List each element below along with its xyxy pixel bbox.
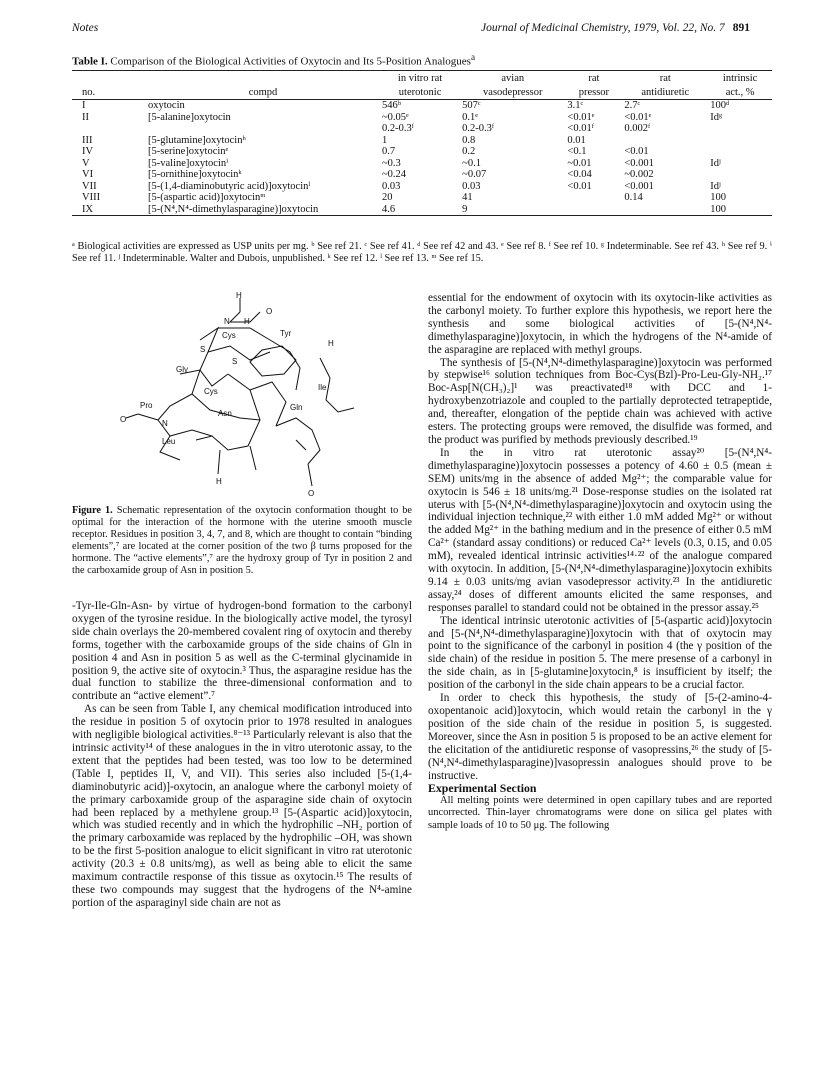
table-cell: <0.01ᵉ <box>624 111 652 123</box>
table-cell: [5-valine]oxytocinⁱ <box>148 157 229 169</box>
table-row <box>72 100 772 112</box>
right-column <box>428 292 772 832</box>
table-cell: 0.2 <box>462 146 476 157</box>
figure-label: H <box>216 477 222 486</box>
table-cell: 41 <box>462 192 473 203</box>
table-cell: 0.8 <box>462 134 476 146</box>
figure-label: N <box>224 317 230 326</box>
table-cell: II <box>82 111 89 123</box>
table-cell <box>622 135 708 147</box>
table-header-cell: avian <box>501 73 525 84</box>
table-header-cell <box>146 71 380 86</box>
table-cell: <0.01ᶠ <box>567 123 594 134</box>
figure-label: Gly <box>176 365 188 374</box>
table-cell <box>708 146 772 158</box>
paragraph: All melting points were determined in open capillary tubes and are reported uncorrected. Thin-layer chromatograms were done on silica gel plates with sample loads of 10 to 50 μg. The following <box>428 795 772 831</box>
table-cell: <0.01 <box>567 180 592 192</box>
figure-label: N <box>162 419 168 428</box>
table-cell: 0.14 <box>624 192 643 203</box>
paragraph: The identical intrinsic uterotonic activities of [5-(aspartic acid)]oxytocin and [5-(N⁴,N⁴-dimethylasparagine)]oxytocin with that of oxytocin may point to the significance of the carbonyl in position 4 (the γ position of the side chain) of the residue in position 5. The mere presense of a carbonyl in the side chain, as in [5-glutamine]oxytocin,⁸ is insufficient by itself; the position of the carbonyl in the side chain appears to be a crucial factor. <box>428 614 772 692</box>
table-cell: <0.1 <box>567 146 587 157</box>
figure-label: H <box>244 317 250 326</box>
table-header-row-2 <box>72 86 772 100</box>
table-cell: ~0.3 <box>382 157 401 169</box>
table-cell: [5-(aspartic acid)]oxytocinᵐ <box>148 192 266 203</box>
table-cell: [5-(1,4-diaminobutyric acid)]oxytocinˡ <box>148 180 311 192</box>
figure-label: Leu <box>162 437 176 446</box>
table-cell: [5-glutamine]oxytocinʰ <box>148 134 246 146</box>
running-header-right <box>450 22 750 34</box>
paragraph: -Tyr-Ile-Gln-Asn- by virtue of hydrogen-bond formation to the carbonyl oxygen of the tyrosine residue. In the biologically active model, the tyrosyl side chain overlays the 20-membered covalent ring of oxytocin and thereby forms, together with the carboxamide groups of the side chains of Gln in position 4 and Asn in position 5 as well as the C-terminal glycinamide in position 9, the active site of oxytocin.³ Thus, the asparagine residue has the dual function to stabilize the three-dimensional conformation and to contribute an “active element”.⁷ <box>72 600 412 703</box>
figure-label: H <box>328 339 334 348</box>
table-cell: ~0.05ᵉ <box>382 111 409 123</box>
table-row <box>72 181 772 193</box>
table-row <box>72 204 772 216</box>
table-cell <box>565 192 622 204</box>
table-cell: 20 <box>382 192 393 203</box>
table-cell: oxytocin <box>148 100 185 111</box>
table-body <box>72 100 772 216</box>
table-cell: 1 <box>382 134 388 146</box>
table-row <box>72 135 772 147</box>
table-header-cell: rat <box>659 73 671 84</box>
figure-label: Asn <box>218 409 232 418</box>
figure-label: S <box>232 357 238 366</box>
running-header-left: Notes <box>72 22 99 34</box>
table-header-cell: no. <box>72 86 146 100</box>
table-cell: <0.01ᵉ <box>567 111 595 123</box>
table-cell: ~0.07 <box>462 169 487 180</box>
figure-label: H <box>236 291 242 300</box>
table-cell: Idʲ <box>710 180 721 192</box>
table-cell: VII <box>82 180 97 192</box>
table-cell <box>565 204 622 216</box>
table-cell: 0.002ᶠ <box>624 123 651 134</box>
table-cell <box>708 123 772 135</box>
table-header-cell: pressor <box>565 86 622 100</box>
table-cell: <0.001 <box>624 180 654 192</box>
table-cell: ~0.002 <box>624 169 654 180</box>
table-cell <box>72 123 146 135</box>
figure-label: O <box>308 489 315 498</box>
table-cell: 0.01 <box>567 134 586 146</box>
table-cell: 0.1ᵉ <box>462 111 478 123</box>
table-header-cell: in vitro rat <box>397 73 443 84</box>
table-cell: 0.03 <box>382 180 401 192</box>
figure-label: O <box>266 307 273 316</box>
table-header-cell: intrinsic <box>722 73 758 84</box>
table-cell: III <box>82 134 93 146</box>
table-header-cell: antidiuretic <box>622 86 708 100</box>
table-header-cell: compd <box>146 86 380 100</box>
table-cell: [5-ornithine]oxytocinᵏ <box>148 169 242 180</box>
table-cell: I <box>82 100 86 111</box>
activity-table <box>72 70 772 216</box>
figure-label: O <box>120 415 127 424</box>
paragraph: essential for the endowment of oxytocin with its oxytocin-like activities as the carbonyl moiety. To further explore this hypothesis, we report here the synthesis and some biological activities of [5-(N⁴,N⁴-dimethylasparagine)]oxytocin, in which the hydrogens of the N⁴-amide of the asparagine are replaced with methyl groups. <box>428 292 772 356</box>
table-cell: 100 <box>710 203 727 215</box>
table-header-cell: vasodepressor <box>460 86 565 100</box>
table-cell: ~0.01 <box>567 157 592 169</box>
section-heading: Experimental Section <box>428 781 537 796</box>
table-cell: <0.001 <box>624 157 654 169</box>
table-cell: <0.04 <box>567 169 592 180</box>
table-cell: 4.6 <box>382 203 396 215</box>
table-header-row-1 <box>72 71 772 86</box>
table-cell: 0.03 <box>462 180 481 192</box>
table-row <box>72 169 772 181</box>
table-cell: 0.7 <box>382 146 396 157</box>
table-caption-note: a <box>470 52 476 62</box>
table-cell: 0.2-0.3ᶠ <box>462 123 495 134</box>
figure-label: Ile <box>318 383 327 392</box>
table-cell: 100 <box>710 192 727 203</box>
paragraph: As can be seen from Table I, any chemical modification introduced into the residue in position 5 of oxytocin prior to 1978 resulted in analogues with negligible biological activities.⁸⁻¹³ Particularly relevant is also that the intrinsic activity¹⁴ of these analogues in the in vitro uterotonic assay, to the extent that the peptides had been tested, was too low to be determined (Table I, peptides II, V, and VII). This series also included [5-(1,4-diaminobutyric acid)]-oxytocin, an analogue where the carbonyl moiety of the primary carboxamide group of the asparagine side chain of oxytocin had been replaced by a methylene group.¹³ [5-(Aspartic acid)]oxytocin, which was studied recently and in which the hydrophilic –NH₂ portion of the primary carboxamide was replaced by the hydrophilic –OH, was shown to be the first 5-position analogue to elicit significant in vitro rat uterotonic activity (20.3 ± 0.8 units/mg), as well as being able to elicit the same maximum contractile response of this tissue as oxytocin.¹⁵ The results of these two compounds may suggest that the hydrogens of the N⁴-amine portion of the asparaginyl side chain are not as <box>72 703 412 909</box>
table-cell: 3.1ᶜ <box>567 100 584 111</box>
figure-label: Cys <box>204 387 218 396</box>
table-cell: 507ᶜ <box>462 100 481 111</box>
table-cell: 9 <box>462 203 468 215</box>
figure-label: Tyr <box>280 329 292 338</box>
figure-caption-text: Schematic representation of the oxytocin conformation thought to be optimal for the interaction of the hormone with the uterine smooth muscle receptor. Residues in position 3, 4, 7, and 8, which are thought to contain “binding elements”,⁷ are located at the corner position of the two β turns proposed for the hormone. The “active elements”,⁷ are the hydroxy group of Tyr in position 2 and the carboxamide group of Asn in position 5. <box>72 505 412 576</box>
table-cell: ~0.24 <box>382 169 407 180</box>
table-footnotes: ᵃ Biological activities are expressed as USP units per mg. ᵇ See ref 21. ᶜ See ref 41. ᵈ See ref 42 and 43. ᵉ See ref 8. ᶠ See ref 10. ᵍ Indeterminable. See ref 43. ʰ See ref 9. ⁱ See ref 11. ʲ Indeterminable. Walter and Dubois, unpublished. ᵏ See ref 12. ˡ See ref 13. ᵐ See ref 15. <box>72 241 772 264</box>
table-row <box>72 112 772 124</box>
table-cell: <0.01 <box>624 146 649 157</box>
table-cell: 0.2-0.3ᶠ <box>382 123 414 134</box>
table-row <box>72 192 772 204</box>
table-cell: Idᵍ <box>710 111 723 123</box>
table-cell <box>708 135 772 147</box>
figure-label: Pro <box>140 401 153 410</box>
table-header-cell: act., % <box>708 86 772 100</box>
table-cell: [5-alanine]oxytocin <box>148 111 231 123</box>
figure-caption <box>72 505 412 577</box>
table-row <box>72 123 772 135</box>
table-cell: Idʲ <box>710 157 721 169</box>
table-cell <box>146 123 380 135</box>
table-row <box>72 158 772 170</box>
table-header-cell: rat <box>588 73 600 84</box>
table-cell <box>622 204 708 216</box>
figure-label: S <box>200 345 206 354</box>
table-caption <box>72 52 772 68</box>
paragraph: In the in vitro rat uterotonic assay²⁰ [5-(N⁴,N⁴-dimethylasparagine)]oxytocin possesses a potency of 4.60 ± 0.5 (mean ± SEM) units/mg in the absence of added Mg²⁺; the comparable value for oxytocin is 546 ± 18 units/mg.²¹ Dose-response studies on the isolated rat uterus with [5-(N⁴,N⁴-dimethylasparagine)]oxytocin and oxytocin using the individual injection technique,²² with either 1.0 mM added Mg²⁺ or without the added Mg²⁺ in the bathing medium and in the presence of either 0.5 mM Ca²⁺ (standard assay conditions) or reduced Ca²⁺ levels (0.3, 0.15, and 0.05 mM), revealed identical intrinsic activities¹⁴·²² of the analogue compared with oxytocin. In addition, [5-(N⁴,N⁴-dimethylasparagine)]oxytocin exhibits 9.14 ± 0.03 units/mg avian vasodepressor activity.²³ In the antidiuretic assay,²⁴ doses of different amounts elicited the same responses, and responses parallel to standard could not be obtained in the pressor assay.²⁵ <box>428 446 772 614</box>
figure-bonds <box>126 298 354 486</box>
figure-label: Gln <box>290 403 303 412</box>
table-cell: V <box>82 157 90 169</box>
table-cell: VI <box>82 169 94 180</box>
table-cell: IV <box>82 146 94 157</box>
table-cell: VIII <box>82 192 101 203</box>
table-caption-label: Table I. <box>72 55 108 68</box>
table-cell: 546ᵇ <box>382 100 402 111</box>
table-row <box>72 146 772 158</box>
table-caption-text: Comparison of the Biological Activities of Oxytocin and Its 5-Position Analogues <box>110 55 471 68</box>
oxytocin-conformation-figure <box>100 290 390 500</box>
paragraph: The synthesis of [5-(N⁴,N⁴-dimethylasparagine)]oxytocin was performed by stepwise¹⁶ solution techniques from Boc-Cys(Bzl)-Pro-Leu-Gly-NH₂.¹⁷ Boc-Asp[N(CH₃)₂]¹ was preactivated¹⁸ with DCC and 1-hydroxybenzotriazole and coupled to the partially deprotected tetrapeptide, and, thereafter, elongation of the peptide chain was achieved with active esters. The protecting groups were removed, the disulfide was formed, and the product was purified by methods previously described.¹⁹ <box>428 356 772 446</box>
figure-labels <box>120 291 334 498</box>
page-number: 891 <box>732 22 750 34</box>
left-column <box>72 600 412 910</box>
table-cell: [5-serine]oxytocinᵉ <box>148 146 229 157</box>
paragraph: In order to check this hypothesis, the study of [5-(2-amino-4-oxopentanoic acid)]oxytocin, which would retain the carbonyl in the γ position of the side chain of the residue in position 5, is suggested. Moreover, since the Asn in position 5 is proposed to be an active element for the elicitation of the antidiuretic response of vasopressins,²⁶ the study of [5-(N⁴,N⁴-dimethylasparagine)]vasopressin analogues should prove to be instructive. <box>428 692 772 782</box>
journal-citation: Journal of Medicinal Chemistry, 1979, Vol. 22, No. 7 <box>481 22 725 34</box>
table-header-cell: uterotonic <box>380 86 460 100</box>
table-cell <box>708 169 772 181</box>
figure-caption-label: Figure 1. <box>72 505 113 516</box>
table-cell: 2.7ᶜ <box>624 100 641 111</box>
table-header-cell <box>72 71 146 86</box>
table-cell: [5-(N⁴,N⁴-dimethylasparagine)]oxytocin <box>148 203 319 215</box>
table-cell: 100ᵈ <box>710 100 730 111</box>
figure-label: Cys <box>222 331 236 340</box>
table-cell: IX <box>82 203 94 215</box>
table-cell: ~0.1 <box>462 157 481 169</box>
